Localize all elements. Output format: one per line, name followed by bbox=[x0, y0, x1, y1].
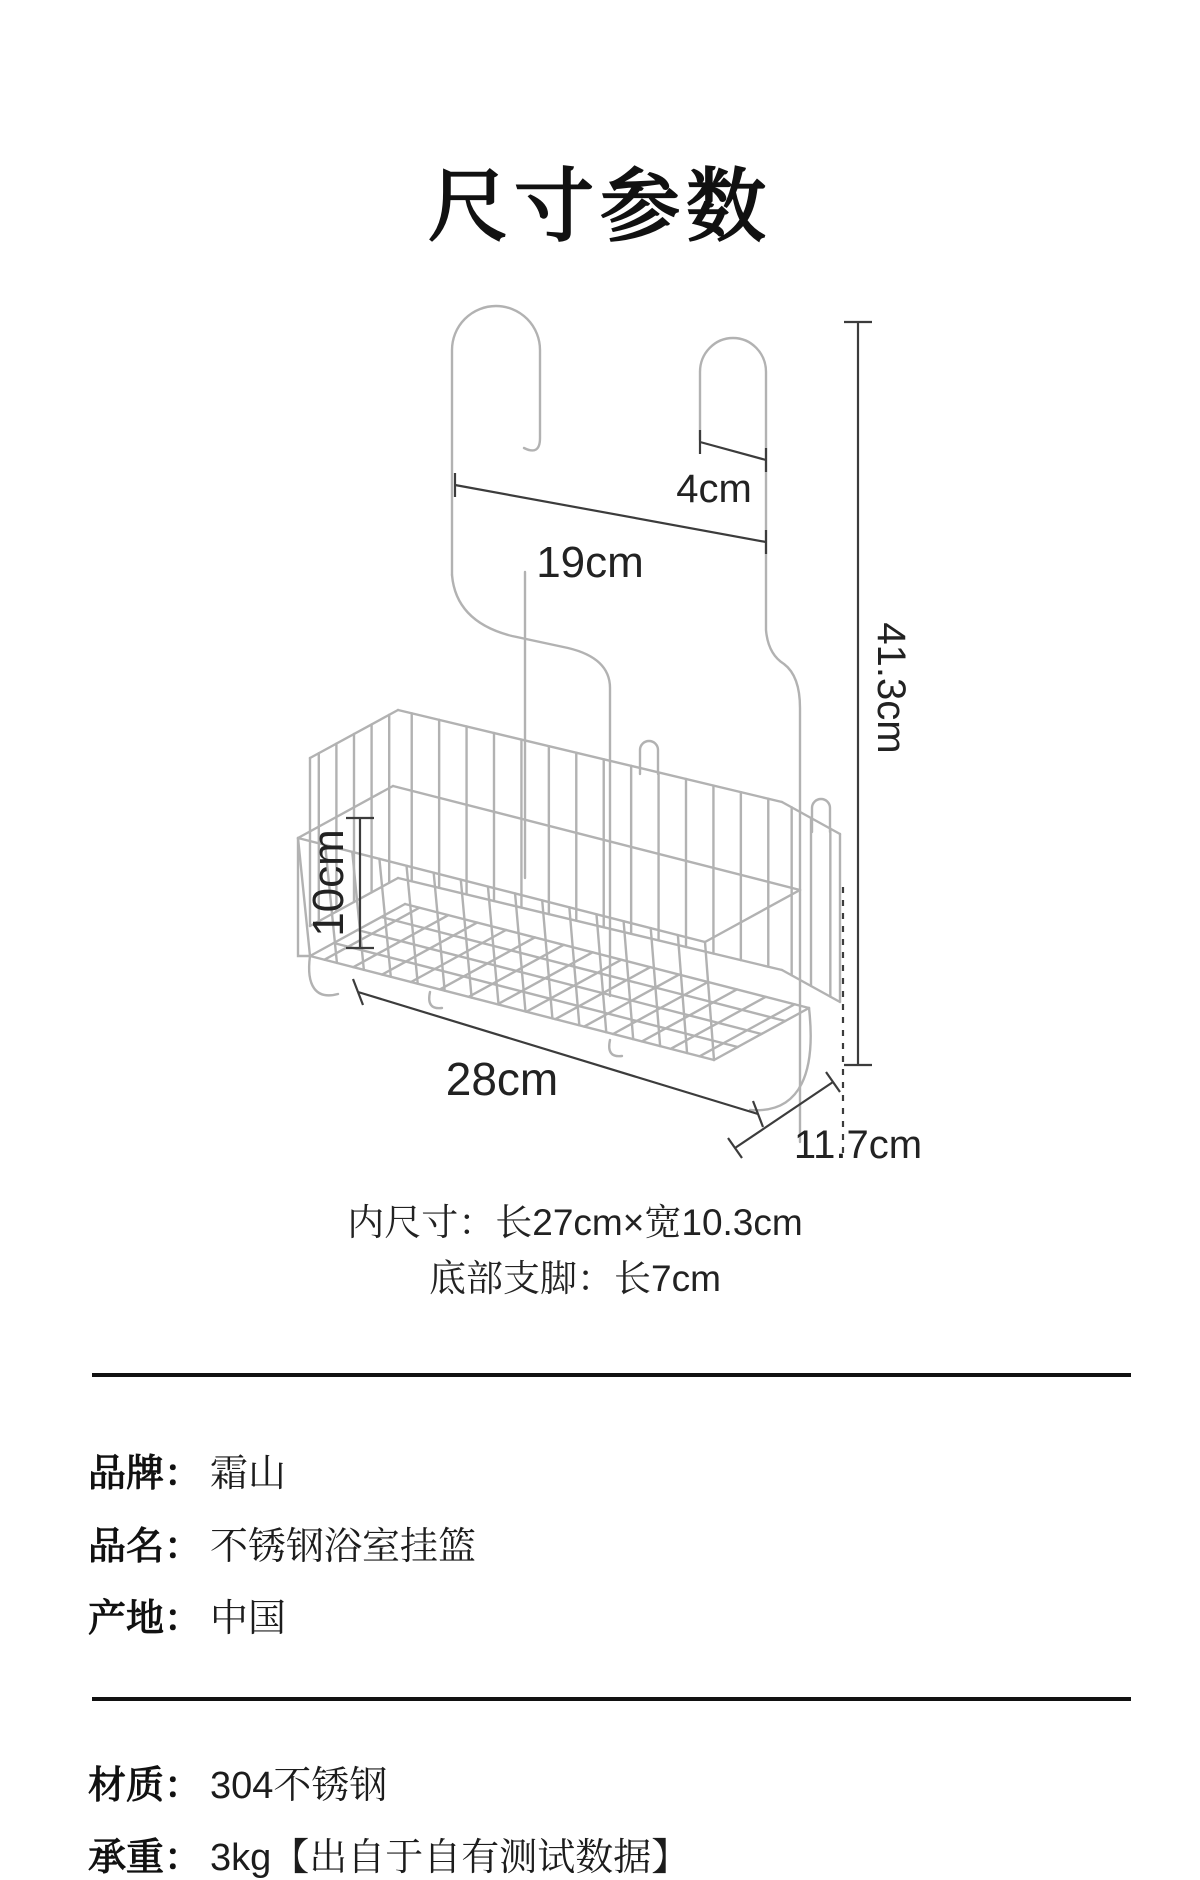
spec-label: 承重： bbox=[88, 1837, 203, 1879]
mounting-tabs bbox=[640, 741, 830, 832]
left-hook bbox=[452, 306, 540, 575]
divider-bottom bbox=[92, 1697, 1131, 1701]
spec-row-product-name bbox=[88, 1525, 476, 1569]
spec-row-brand bbox=[88, 1452, 286, 1496]
dim-label-basket-height: 10cm bbox=[304, 829, 353, 937]
spec-label: 品名： bbox=[88, 1526, 203, 1568]
bottom-feet-note: 底部支脚：长7cm bbox=[429, 1258, 721, 1299]
spec-label: 品牌： bbox=[88, 1453, 203, 1495]
spec-value: 中国 bbox=[210, 1598, 287, 1640]
spec-value: 不锈钢浴室挂篮 bbox=[210, 1526, 477, 1568]
dim-label-hook-span: 19cm bbox=[536, 538, 644, 587]
spec-value: 3kg【出自于自有测试数据】 bbox=[210, 1837, 690, 1879]
product-diagram bbox=[280, 280, 940, 1180]
dim-line-basket-depth bbox=[728, 887, 843, 1160]
back-frame-left-wire bbox=[452, 575, 610, 996]
dim-label-hook-width: 4cm bbox=[676, 467, 752, 511]
basket-feet bbox=[309, 956, 811, 1110]
dim-label-basket-depth: 11.7cm bbox=[793, 1123, 923, 1167]
spec-value: 霜山 bbox=[210, 1453, 287, 1495]
dim-line-total-height bbox=[844, 322, 872, 1065]
divider-top bbox=[92, 1373, 1131, 1377]
basket-dimension-drawing bbox=[280, 280, 940, 1180]
basket-wire-bars bbox=[298, 713, 830, 1060]
page-title: 尺寸参数 bbox=[428, 162, 772, 251]
wire-frame bbox=[298, 306, 840, 1142]
spec-row-origin bbox=[88, 1597, 286, 1641]
spec-value: 304不锈钢 bbox=[210, 1765, 388, 1807]
spec-label: 材质： bbox=[88, 1765, 203, 1807]
spec-row-load-capacity bbox=[88, 1836, 689, 1880]
dim-label-total-height: 41.3cm bbox=[869, 622, 913, 754]
basket-rails bbox=[298, 710, 840, 1060]
dim-label-basket-length: 28cm bbox=[445, 1053, 559, 1105]
spec-row-material bbox=[88, 1764, 387, 1808]
spec-label: 产地： bbox=[88, 1598, 203, 1640]
inner-size-note: 内尺寸：长27cm×宽10.3cm bbox=[347, 1202, 803, 1243]
dim-line-hook-width bbox=[700, 430, 766, 472]
